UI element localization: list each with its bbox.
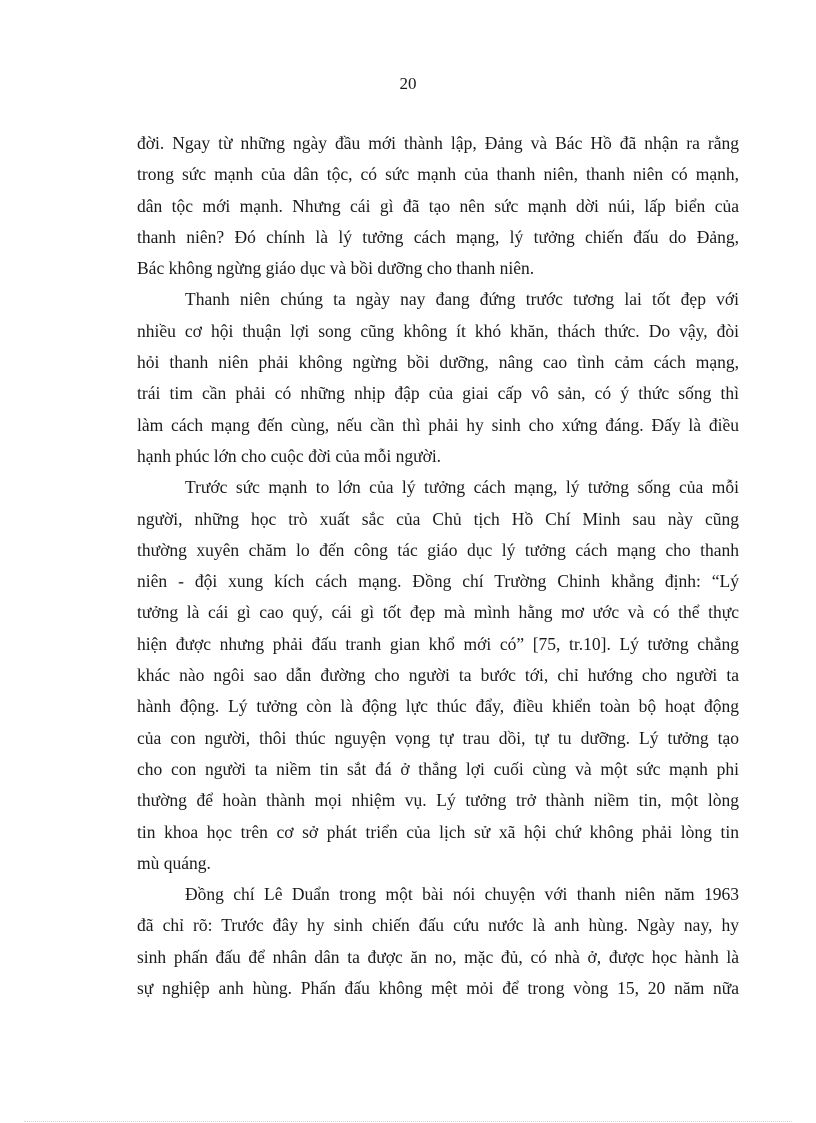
text-line: trong sức mạnh của dân tộc, có sức mạnh của thanh niên, thanh niên có mạnh,: [137, 164, 739, 185]
text-line: sinh phấn đấu để nhân dân ta được ăn no, mặc đủ, có nhà ở, được học hành là: [137, 946, 739, 967]
text-line: hạnh phúc lớn cho cuộc đời của mỗi người.: [137, 445, 442, 466]
body-text: [137, 128, 739, 1004]
text-line: người, những học trò xuất sắc của Chủ tịch Hồ Chí Minh sau này cũng: [137, 508, 739, 529]
text-line: Thanh niên chúng ta ngày nay đang đứng trước tương lai tốt đẹp với: [185, 289, 739, 310]
text-line: trái tim cần phải có những nhịp đập của giai cấp vô sản, có ý thức sống thì: [137, 383, 739, 404]
text-line: cho con người ta niềm tin sắt đá ở thắng lợi cuối cùng và một sức mạnh phi: [137, 758, 739, 779]
text-line: đã chỉ rõ: Trước đây hy sinh chiến đấu cứu nước là anh hùng. Ngày nay, hy: [137, 915, 739, 936]
text-line: nhiều cơ hội thuận lợi song cũng không ít khó khăn, thách thức. Do vậy, đòi: [137, 320, 739, 341]
text-line: đời. Ngay từ những ngày đầu mới thành lập, Đảng và Bác Hồ đã nhận ra rằng: [137, 133, 739, 153]
text-line: niên - đội xung kích cách mạng. Đồng chí Trường Chinh khẳng định: “Lý: [137, 571, 739, 592]
text-line: Đồng chí Lê Duẩn trong một bài nói chuyện với thanh niên năm 1963: [185, 884, 739, 905]
page-number: 20: [399, 74, 417, 93]
text-line: hỏi thanh niên phải không ngừng bồi dưỡng, nâng cao tình cảm cách mạng,: [137, 352, 739, 373]
text-line: thường để hoàn thành mọi nhiệm vụ. Lý tưởng trở thành niềm tin, một lòng: [137, 790, 739, 811]
text-line: thanh niên? Đó chính là lý tưởng cách mạng, lý tưởng chiến đấu do Đảng,: [137, 226, 739, 247]
text-line: hiện được nhưng phải đấu tranh gian khổ mới có” [75, tr.10]. Lý tưởng chẳng: [137, 633, 739, 654]
text-line: mù quáng.: [137, 852, 211, 873]
text-line: hành động. Lý tưởng còn là động lực thúc đẩy, điều khiển toàn bộ hoạt động: [137, 696, 739, 717]
text-line: tin khoa học trên cơ sở phát triển của lịch sử xã hội chứ không phải lòng tin: [137, 821, 739, 842]
text-line: sự nghiệp anh hùng. Phấn đấu không mệt mỏi để trong vòng 15, 20 năm nữa: [137, 978, 739, 999]
page-edge-divider: [24, 1121, 792, 1122]
paragraph: [137, 284, 739, 472]
text-line: dân tộc mới mạnh. Nhưng cái gì đã tạo nên sức mạnh dời núi, lấp biển của: [137, 195, 739, 216]
text-line: Trước sức mạnh to lớn của lý tưởng cách mạng, lý tưởng sống của mỗi: [185, 477, 739, 498]
paragraph: [137, 472, 739, 879]
text-line: Bác không ngừng giáo dục và bồi dưỡng cho thanh niên.: [137, 258, 535, 279]
paragraph: [137, 128, 739, 284]
text-line: làm cách mạng đến cùng, nếu cần thì phải hy sinh cho xứng đáng. Đấy là điều: [137, 414, 739, 435]
text-line: tưởng là cái gì cao quý, cái gì tốt đẹp mà mình hằng mơ ước và có thể thực: [137, 602, 739, 623]
text-line: khác nào ngôi sao dẫn đường cho người ta bước tới, chỉ hướng cho người ta: [137, 665, 739, 686]
paragraph: [137, 879, 739, 1004]
text-line: thường xuyên chăm lo đến công tác giáo dục lý tưởng cách mạng cho thanh: [137, 539, 739, 560]
text-line: của con người, thôi thúc nguyện vọng tự trau dồi, tự tu dưỡng. Lý tưởng tạo: [137, 727, 739, 748]
